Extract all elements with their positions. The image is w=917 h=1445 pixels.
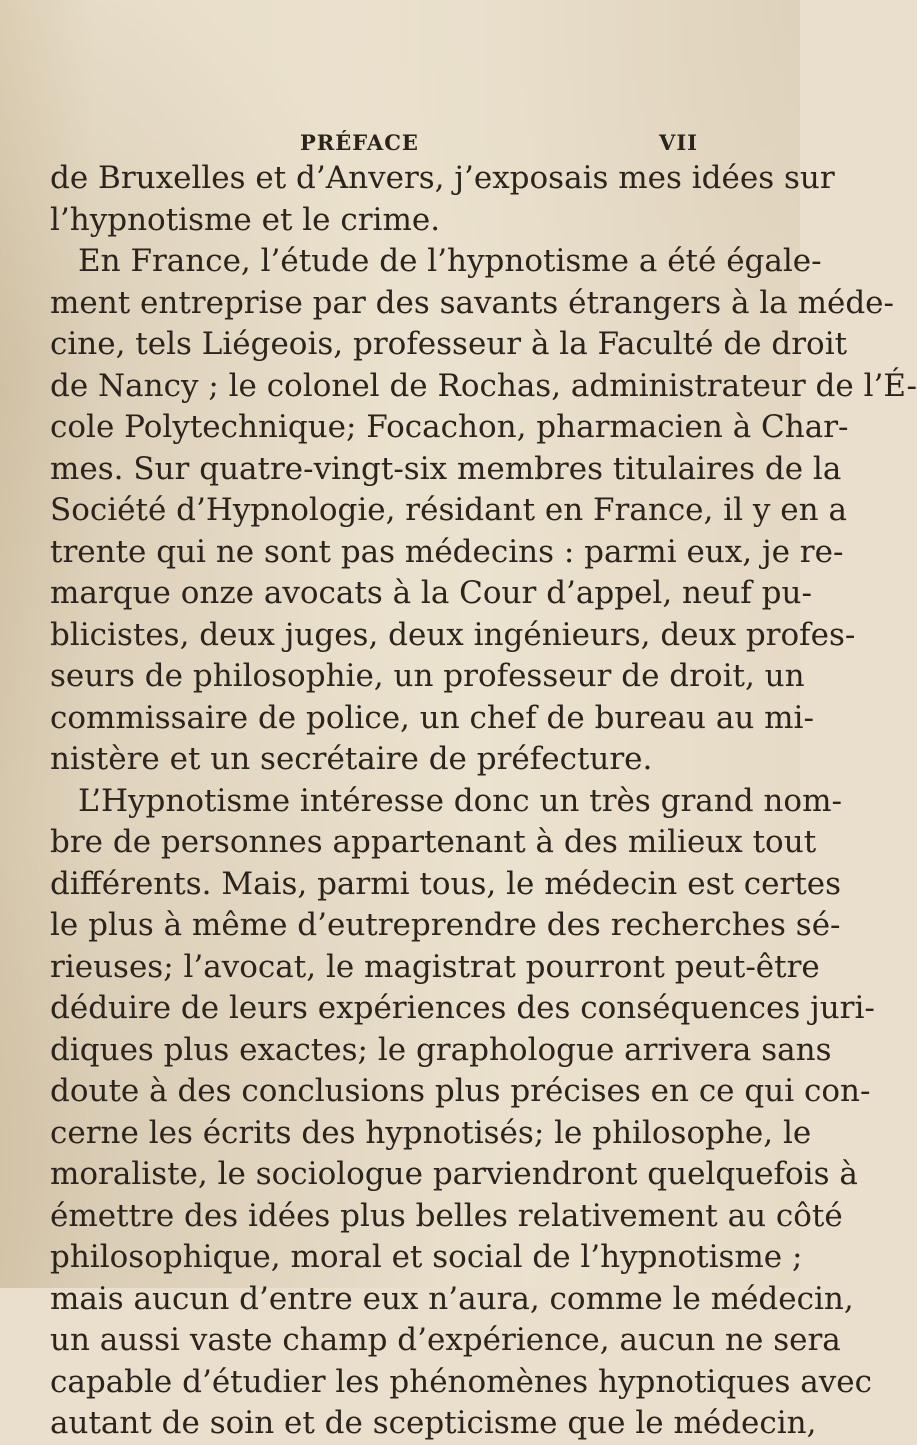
running-head-title: PRÉFACE bbox=[300, 130, 419, 155]
text-line: émettre des idées plus belles relativement au côté bbox=[50, 1197, 843, 1234]
text-line: moraliste, le sociologue parviendront quelquefois à bbox=[50, 1156, 858, 1192]
text-line: L’Hypnotisme intéresse donc un très grand nom- bbox=[78, 782, 842, 819]
text-line: commissaire de police, un chef de bureau au mi- bbox=[50, 699, 814, 736]
text-line: cine, tels Liégeois, professeur à la Faculté de droit bbox=[50, 326, 848, 362]
running-head bbox=[50, 128, 750, 162]
text-line: diques plus exactes; le graphologue arrivera sans bbox=[50, 1031, 832, 1068]
text-line: le plus à même d’eutreprendre des recherches sé- bbox=[50, 907, 841, 943]
text-line: un aussi vaste champ d’expérience, aucun ne sera bbox=[50, 1322, 841, 1358]
text-line: doute à des conclusions plus précises en ce qui con- bbox=[50, 1073, 871, 1109]
text-line: l’hypnotisme et le crime. bbox=[50, 201, 441, 238]
text-line: cole Polytechnique; Focachon, pharmacien à Char- bbox=[50, 409, 849, 445]
text-line: mais aucun d’entre eux n’aura, comme le médecin, bbox=[50, 1280, 854, 1317]
text-line: marque onze avocats à la Cour d’appel, neuf pu- bbox=[50, 575, 812, 611]
text-line: différents. Mais, parmi tous, le médecin est certes bbox=[50, 865, 842, 902]
body-text bbox=[50, 158, 917, 1445]
text-line: déduire de leurs expériences des conséquences juri- bbox=[50, 990, 875, 1026]
text-line: philosophique, moral et social de l’hypnotisme ; bbox=[50, 1239, 803, 1275]
text-line: mes. Sur quatre-vingt-six membres titulaires de la bbox=[50, 450, 842, 487]
text-line: Société d’Hypnologie, résidant en France, il y en a bbox=[50, 492, 847, 528]
text-line: ment entreprise par des savants étrangers à la méde- bbox=[50, 284, 894, 321]
text-line: blicistes, deux juges, deux ingénieurs, deux profes- bbox=[50, 616, 856, 653]
text-line: de Bruxelles et d’Anvers, j’exposais mes idées sur bbox=[50, 160, 835, 196]
text-line: capable d’étudier les phénomènes hypnotiques avec bbox=[50, 1363, 872, 1400]
text-line: cerne les écrits des hypnotisés; le philosophe, le bbox=[50, 1114, 812, 1151]
page-number: VII bbox=[659, 130, 698, 155]
text-line: trente qui ne sont pas médecins : parmi eux, je re- bbox=[50, 533, 844, 570]
text-line: seurs de philosophie, un professeur de droit, un bbox=[50, 658, 805, 694]
text-line: de Nancy ; le colonel de Rochas, administrateur de l’É- bbox=[50, 367, 917, 404]
text-line: rieuses; l’avocat, le magistrat pourront peut-être bbox=[50, 948, 820, 985]
text-line: bre de personnes appartenant à des milieux tout bbox=[50, 824, 817, 860]
text-line: nistère et un secrétaire de préfecture. bbox=[50, 741, 653, 777]
text-line: En France, l’étude de l’hypnotisme a été égale- bbox=[78, 243, 822, 279]
text-line: autant de soin et de scepticisme que le médecin, bbox=[50, 1405, 817, 1441]
